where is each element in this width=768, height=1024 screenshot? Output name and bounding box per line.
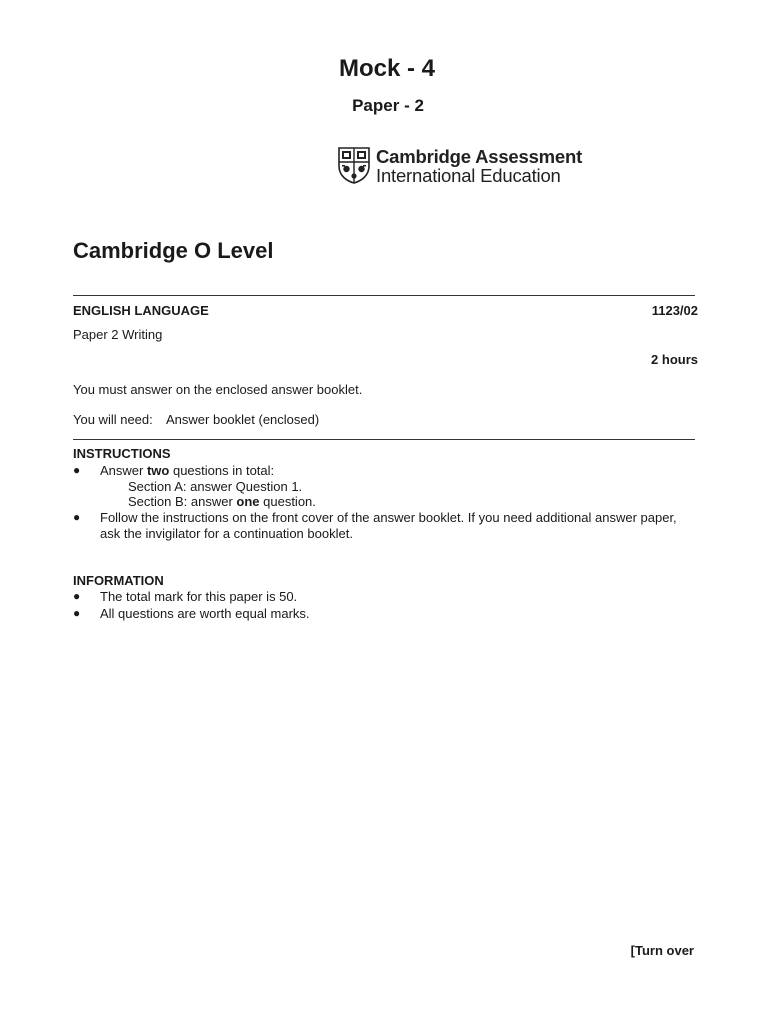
need-label: You will need: [73,412,153,427]
instruction-item-1: Answer two questions in total: [100,463,275,478]
cambridge-logo [337,145,582,185]
level-heading: Cambridge O Level [73,238,274,263]
cambridge-crest-icon [337,146,371,184]
information-item-2: All questions are worth equal marks. [100,606,310,621]
bullet-icon: ● [73,589,81,603]
instruction-section-a: Section A: answer Question 1. [128,479,303,494]
instructions-divider [73,439,695,440]
logo-text-line1: Cambridge Assessment [376,146,583,167]
bullet-icon: ● [73,463,81,477]
instruction-section-b: Section B: answer one question. [128,494,316,509]
instructions-heading: INSTRUCTIONS [73,446,171,461]
subject-name: ENGLISH LANGUAGE [73,303,209,318]
document-title: Mock - 4 [338,55,436,82]
top-divider [73,295,695,296]
bullet-icon: ● [73,606,81,620]
instruction-item-2-line1: Follow the instructions on the front cover of the answer booklet. If you need additional answer paper, [100,510,677,525]
answer-note: You must answer on the enclosed answer booklet. [73,382,363,397]
exam-duration: 2 hours [651,352,698,367]
information-item-1: The total mark for this paper is 50. [100,589,298,604]
paper-subtitle: Paper - 2 [352,96,424,115]
bullet-icon: ● [73,510,81,524]
turn-over-note: [Turn over [630,943,694,958]
information-heading: INFORMATION [73,573,164,588]
logo-text-line2: International Education [376,165,561,186]
instruction-item-2-line2: ask the invigilator for a continuation booklet. [100,526,353,541]
paper-name: Paper 2 Writing [73,327,163,342]
subject-code: 1123/02 [651,303,698,318]
need-value: Answer booklet (enclosed) [166,412,320,427]
